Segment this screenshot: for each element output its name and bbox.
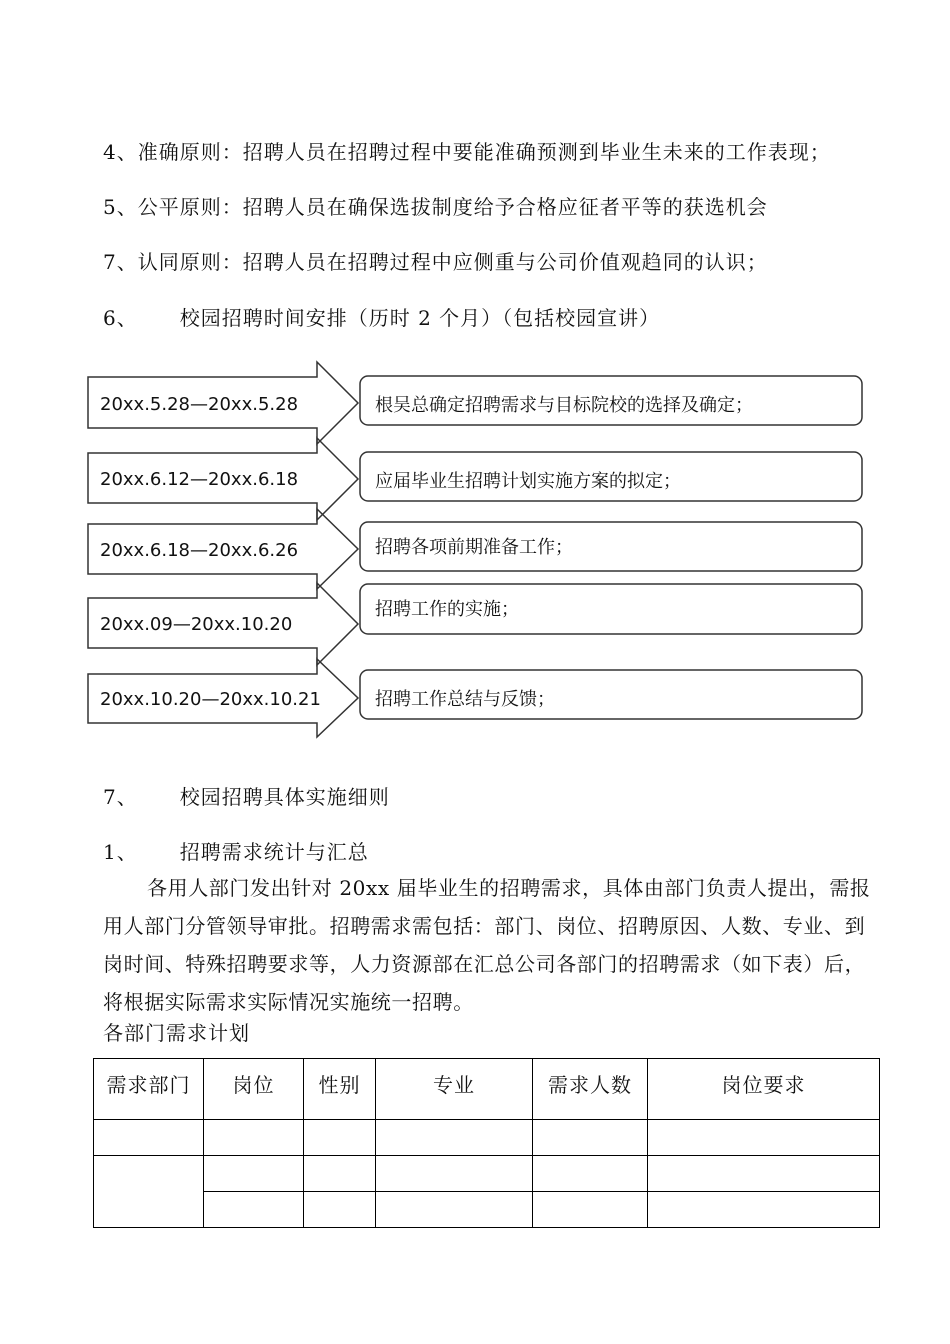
- table-header-cell: 性别: [304, 1059, 376, 1120]
- principle-text: 准确原则：招聘人员在招聘过程中要能准确预测到毕业生未来的工作表现；: [137, 140, 831, 164]
- table-cell: [204, 1156, 304, 1192]
- section-title: 招聘需求统计与汇总: [179, 840, 369, 864]
- timeline-task-label: 招聘工作的实施；: [375, 599, 519, 620]
- department-requirements-table: [93, 1058, 880, 1228]
- table-row: [94, 1192, 880, 1228]
- section-number: 1、: [103, 840, 138, 864]
- table-cell: [204, 1120, 304, 1156]
- table-cell: [648, 1120, 880, 1156]
- paragraph-text: 各用人部门发出针对 20xx 届毕业生的招聘需求，具体由部门负责人提出，需报用人部门分管领导审批。招聘需求需包括：部门、岗位、招聘原因、人数、专业、到岗时间、特殊招聘要求等，人力资源部在汇总公司各部门的招聘需求（如下表）后，将根据实际需求实际情况实施统一招聘。: [103, 876, 871, 1014]
- table-cell: [94, 1156, 204, 1228]
- table-caption: 各部门需求计划: [103, 1021, 250, 1045]
- timeline-date-label: 20xx.6.12—20xx.6.18: [100, 469, 299, 490]
- principle-text: 公平原则：招聘人员在确保选拔制度给予合格应征者平等的获选机会: [137, 195, 768, 219]
- timeline-date-label: 20xx.6.18—20xx.6.26: [100, 540, 299, 561]
- table-cell: [304, 1192, 376, 1228]
- table-header-row: [94, 1059, 880, 1120]
- requirements-paragraph: [103, 869, 878, 1021]
- table-header-cell: 需求部门: [94, 1059, 204, 1120]
- table-cell: [94, 1120, 204, 1156]
- table-cell: [204, 1192, 304, 1228]
- table-cell: [533, 1156, 648, 1192]
- section7-heading: [103, 781, 390, 810]
- subsection1-heading: [103, 836, 369, 865]
- timeline-task-label: 招聘各项前期准备工作；: [375, 537, 573, 558]
- table-cell: [648, 1192, 880, 1228]
- timeline-task-label: 招聘工作总结与反馈；: [375, 689, 555, 710]
- table-cell: [304, 1120, 376, 1156]
- timeline-task-label: 应届毕业生招聘计划实施方案的拟定；: [375, 471, 681, 492]
- table-row: [94, 1156, 880, 1192]
- principle-text: 认同原则：招聘人员在招聘过程中应侧重与公司价值观趋同的认识；: [137, 250, 768, 274]
- timeline-date-label: 20xx.10.20—20xx.10.21: [100, 689, 321, 710]
- timeline-date-label: 20xx.5.28—20xx.5.28: [100, 394, 299, 415]
- table-cell: [533, 1120, 648, 1156]
- table-cell: [533, 1192, 648, 1228]
- table-cell: [376, 1156, 533, 1192]
- table-cell: [376, 1120, 533, 1156]
- table-header-cell: 岗位: [204, 1059, 304, 1120]
- timeline-task-label: 根吴总确定招聘需求与目标院校的选择及确定；: [375, 395, 753, 416]
- table-header-cell: 需求人数: [533, 1059, 648, 1120]
- timeline-date-label: 20xx.09—20xx.10.20: [100, 614, 293, 635]
- principle-number: 4、: [103, 140, 138, 164]
- table-cell: [304, 1156, 376, 1192]
- principle-number: 5、: [103, 195, 138, 219]
- table-cell: [648, 1156, 880, 1192]
- section-title: 校园招聘具体实施细则: [179, 785, 390, 809]
- table-cell: [376, 1192, 533, 1228]
- section-title: 校园招聘时间安排（历时 2 个月）（包括校园宣讲）: [179, 306, 661, 330]
- section-number: 7、: [103, 785, 138, 809]
- section-number: 6、: [103, 306, 138, 330]
- table-header-cell: 专业: [376, 1059, 533, 1120]
- table-row: [94, 1120, 880, 1156]
- table-header-cell: 岗位要求: [648, 1059, 880, 1120]
- principle-number: 7、: [103, 250, 138, 274]
